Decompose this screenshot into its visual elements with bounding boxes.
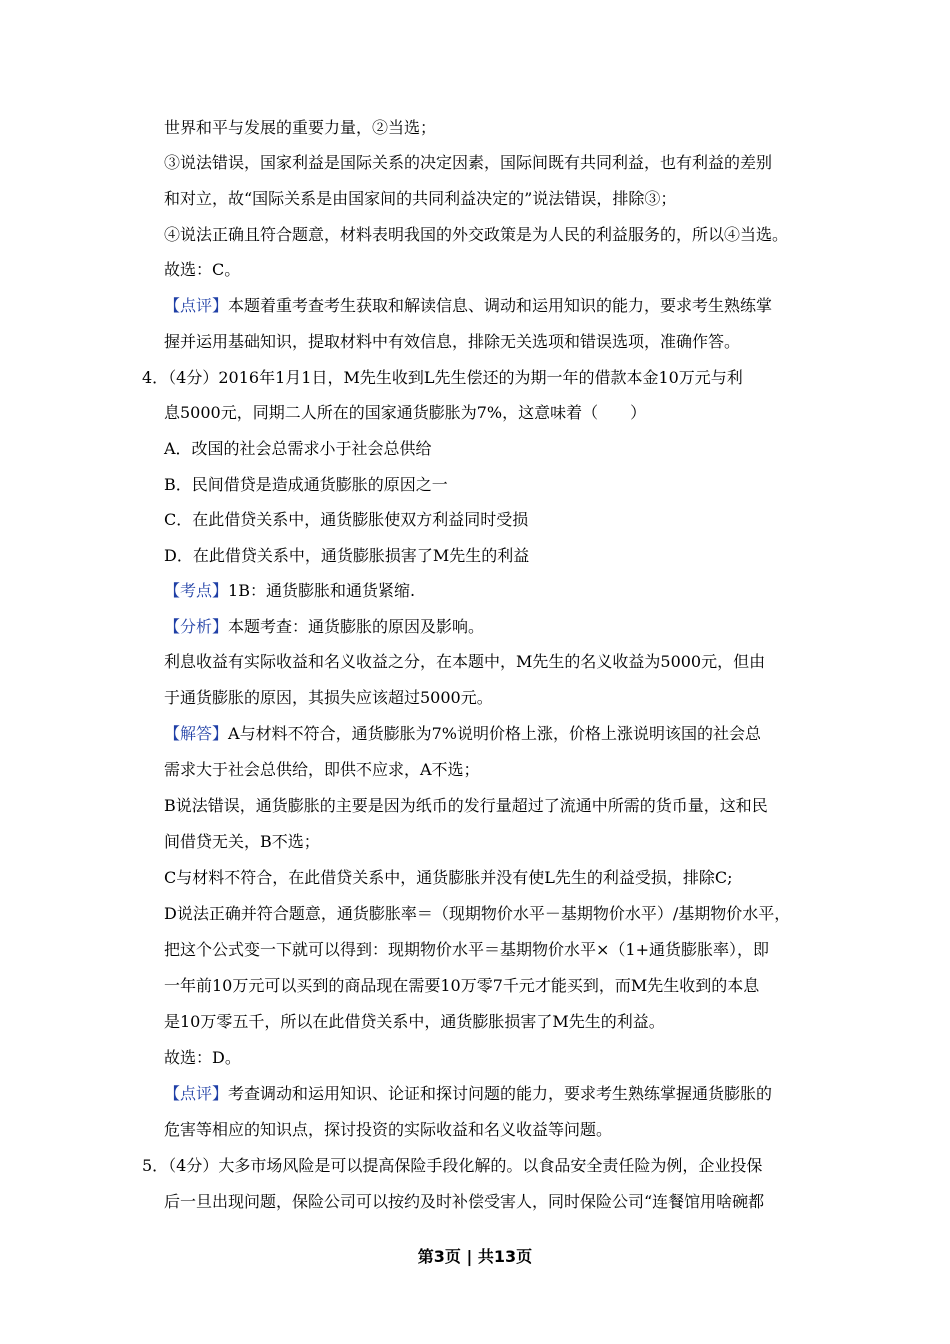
section-tag: 【点评】 [164,1084,229,1103]
text-line: 把这个公式变一下就可以得到：现期物价水平＝基期物价水平×（1+通货膨胀率），即 [164,940,769,959]
keypoint-line: 【考点】1B：通货膨胀和通货紧缩. [164,581,416,600]
section-tag: 【考点】 [164,581,229,600]
text-line: 一年前10万元可以买到的商品现在需要10万零7千元才能买到，而M先生收到的本息 [164,976,760,995]
option-d: D．在此借贷关系中，通货膨胀损害了M先生的利益 [164,546,530,565]
text-line: 利息收益有实际收益和名义收益之分，在本题中，M先生的名义收益为5000元，但由 [164,652,766,671]
text-line: 后一旦出现问题，保险公司可以按约及时补偿受害人，同时保险公司“连餐馆用啥碗都 [164,1192,765,1211]
section-tag: 【解答】 [164,724,229,743]
option-b: B．民间借贷是造成通货膨胀的原因之一 [164,475,448,494]
text-line: ④说法正确且符合题意，材料表明我国的外交政策是为人民的利益服务的，所以④当选。 [164,225,789,244]
question-line: 4．（4分）2016年1月1日，M先生收到L先生偿还的为期一年的借款本金10万元与利 [142,368,743,387]
text-line: 于通货膨胀的原因，其损失应该超过5000元。 [164,688,493,707]
text-line: 故选：C。 [164,260,241,279]
option-a: A．改国的社会总需求小于社会总供给 [164,439,432,458]
text-line: 息5000元，同期二人所在的国家通货膨胀为7%，这意味着（ ） [164,403,647,422]
comment-line: 【点评】考查调动和运用知识、论证和探讨问题的能力，要求考生熟练掌握通货膨胀的 [164,1084,773,1103]
section-tag: 【分析】 [164,617,229,636]
text-line: C与材料不符合，在此借贷关系中，通货膨胀并没有使L先生的利益受损，排除C; [164,868,733,887]
text-line: 是10万零五千，所以在此借贷关系中，通货膨胀损害了M先生的利益。 [164,1012,665,1031]
analysis-line: 【分析】本题考查：通货膨胀的原因及影响。 [164,617,485,636]
page-footer: 第3页 | 共13页 [417,1247,533,1266]
text-line: 间借贷无关，B不选； [164,832,320,851]
text-line: D说法正确并符合题意，通货膨胀率＝（现期物价水平－基期物价水平）/基期物价水平， [164,904,791,923]
comment-line: 【点评】本题着重考查考生获取和解读信息、调动和运用知识的能力，要求考生熟练掌 [164,296,773,315]
question-line: 5．（4分）大多市场风险是可以提高保险手段化解的。以食品安全责任险为例，企业投保 [142,1156,763,1175]
text-line: 和对立，故“国际关系是由国家间的共同利益决定的”说法错误，排除③； [164,189,677,208]
text-line: B说法错误，通货膨胀的主要是因为纸币的发行量超过了流通中所需的货币量，这和民 [164,796,768,815]
section-tag: 【点评】 [164,296,229,315]
text-line: 需求大于社会总供给，即供不应求，A不选； [164,760,480,779]
text-line: 握并运用基础知识，提取材料中有效信息，排除无关选项和错误选项，准确作答。 [164,332,741,351]
answer-line: 【解答】A与材料不符合，通货膨胀为7%说明价格上涨，价格上涨说明该国的社会总 [164,724,761,743]
text-line: 故选：D。 [164,1048,241,1067]
text-line: ③说法错误，国家利益是国际关系的决定因素，国际间既有共同利益，也有利益的差别 [164,153,773,172]
text-line: 世界和平与发展的重要力量，②当选； [164,118,437,137]
text-line: 危害等相应的知识点，探讨投资的实际收益和名义收益等问题。 [164,1120,613,1139]
option-c: C．在此借贷关系中，通货膨胀使双方利益同时受损 [164,510,529,529]
